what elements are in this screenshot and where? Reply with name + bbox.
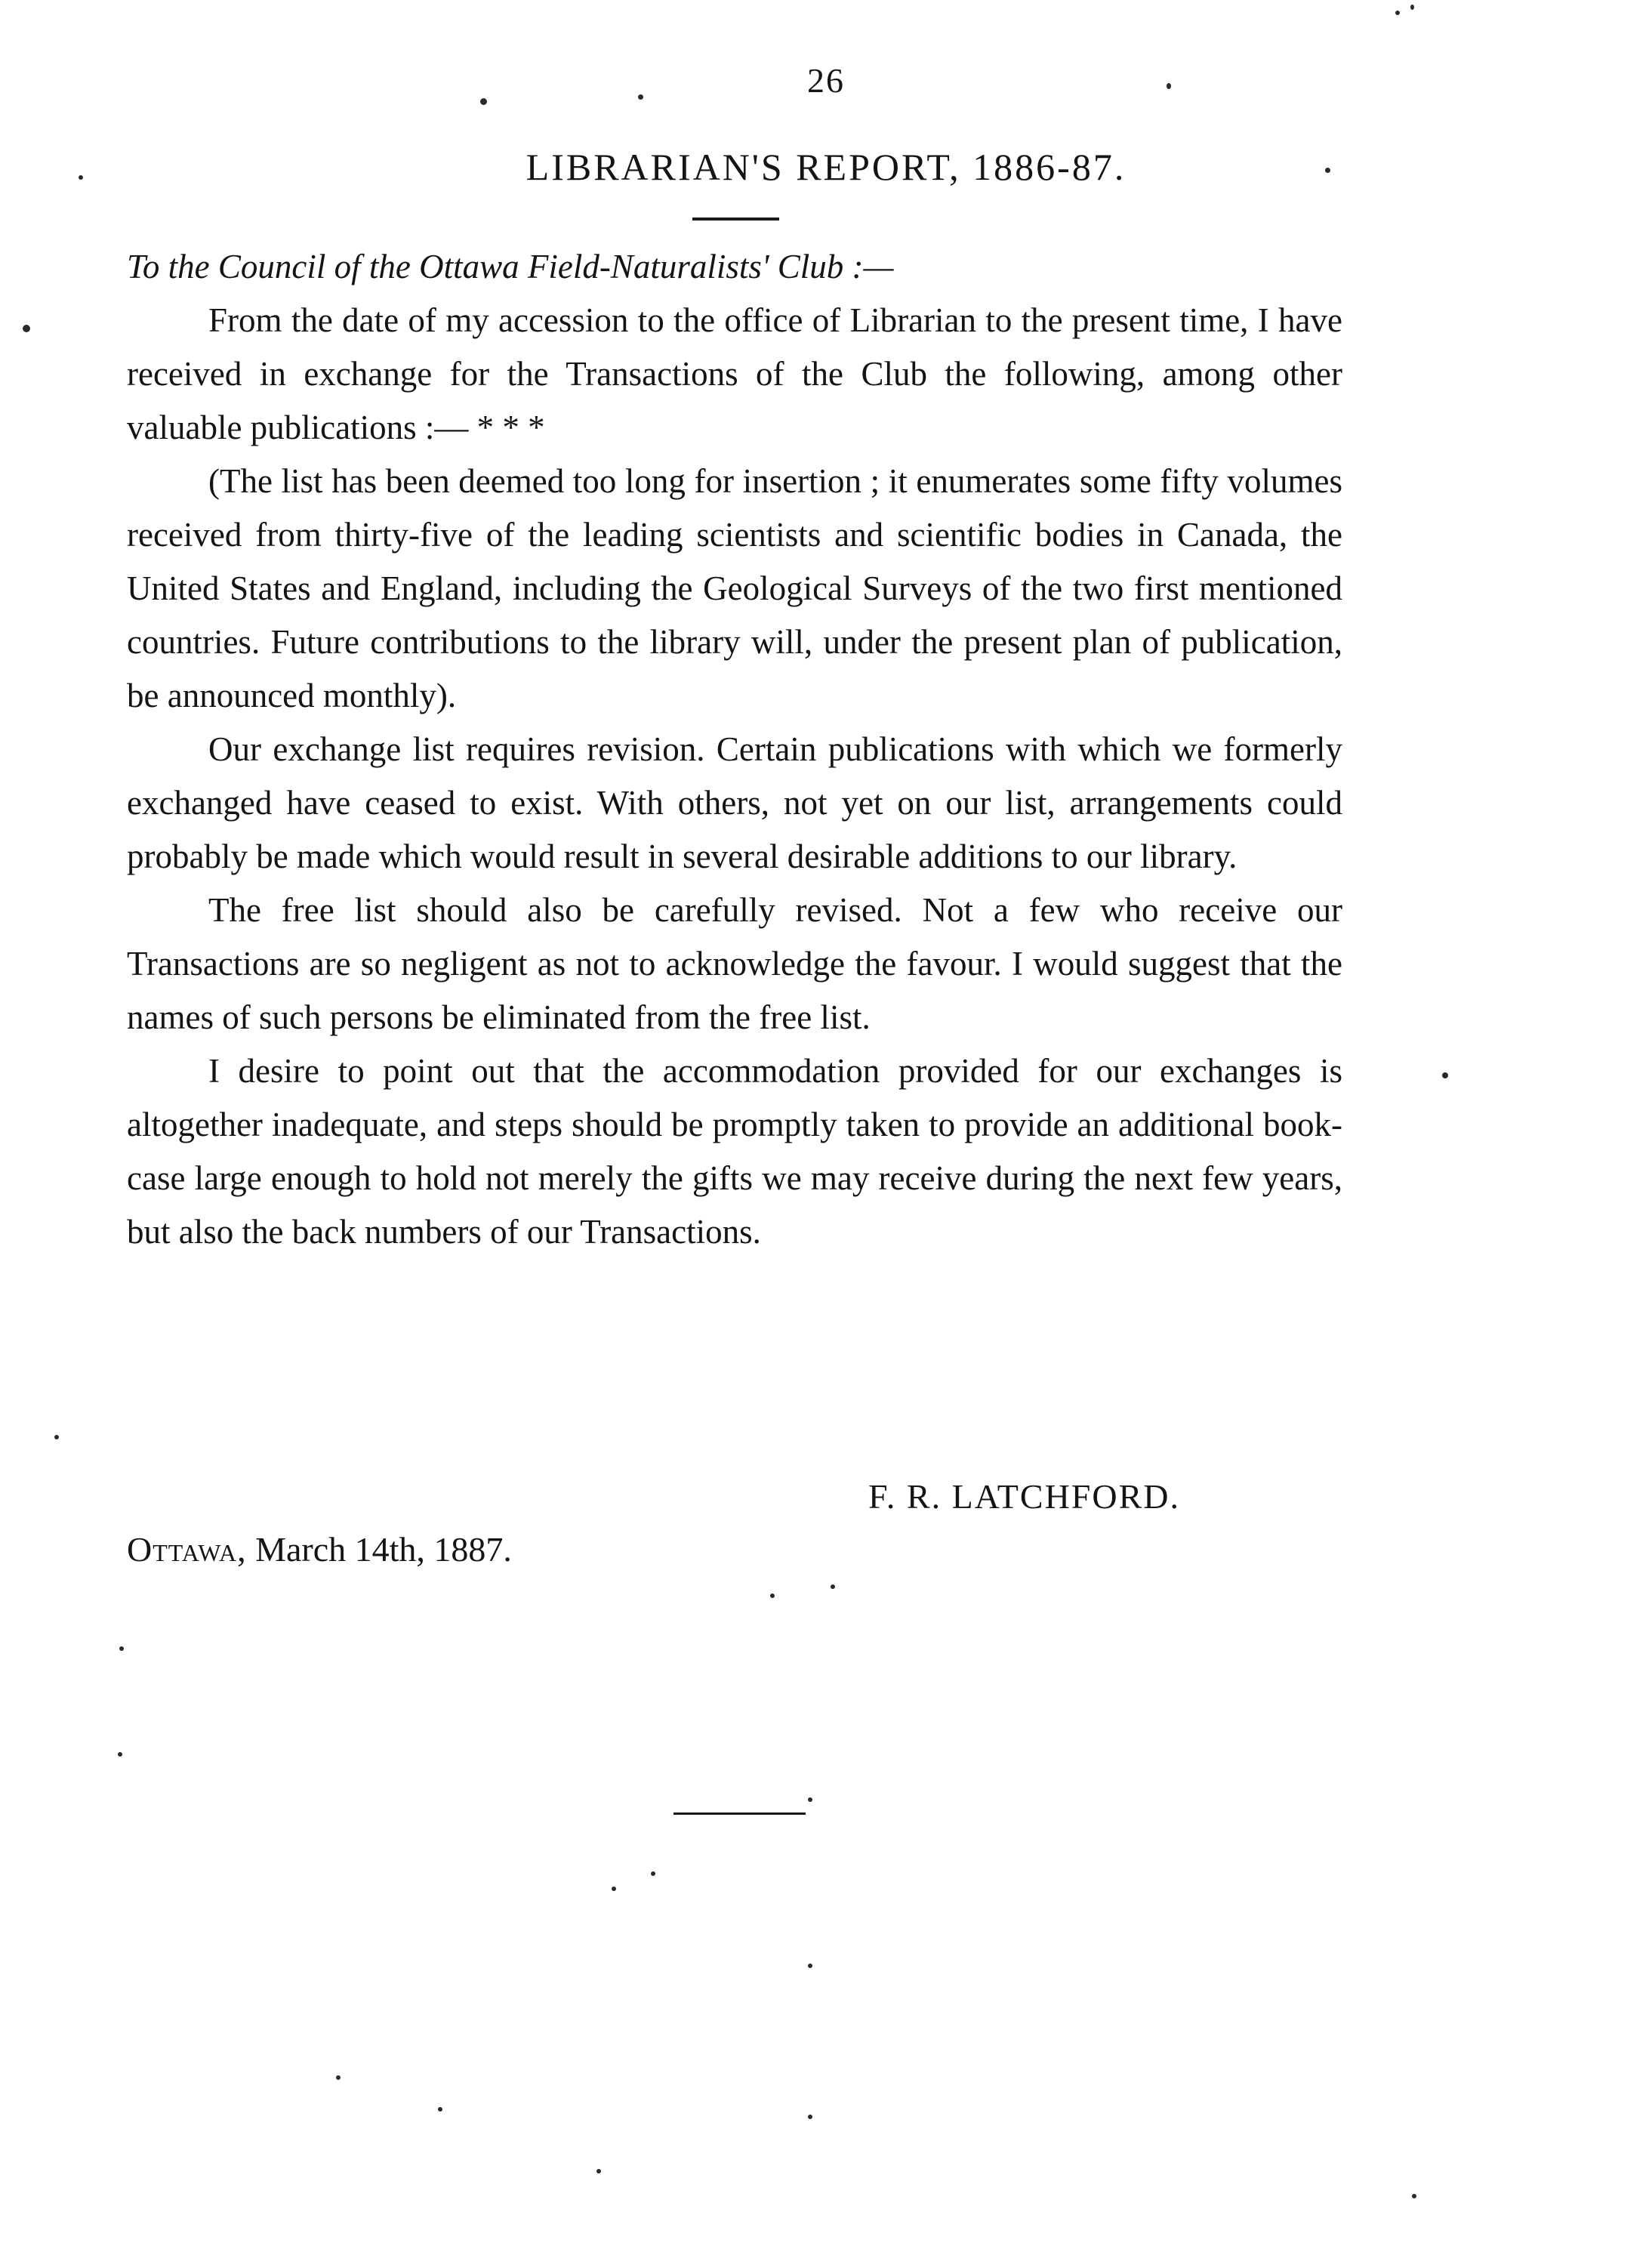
report-title: LIBRARIAN'S REPORT, 1886-87.: [525, 146, 1127, 188]
scan-speck: [596, 2169, 601, 2173]
scan-speck: [480, 98, 487, 105]
dateline-date: March 14th, 1887.: [255, 1530, 512, 1569]
salutation: To the Council of the Ottawa Field-Naturalists' Club :—: [127, 248, 894, 285]
scan-speck: [770, 1593, 775, 1598]
scan-speck: [438, 2107, 442, 2112]
scan-speck: [808, 2115, 812, 2119]
scan-speck: [79, 175, 83, 180]
scan-speck: [1167, 83, 1171, 89]
paragraph-list-note: (The list has been deemed too long for insertion ; it enumerates some fifty volumes received from thirty-five of the leading scientists and scientific bodies in Canada, the United States and England, including the Geological Surveys of the two first mentioned countries. Future contributions to the library will, under the present plan of publication, be announced monthly).: [127, 462, 1342, 714]
paragraph-exchanges-received: From the date of my accession to the office of Librarian to the present time, I have received in exchange for the Transactions of the Club the following, among other valuable publications :— * * *: [127, 301, 1342, 446]
scan-speck: [808, 1964, 812, 1968]
scan-speck: [119, 1646, 124, 1651]
scan-speck: [336, 2075, 341, 2080]
scan-speck: [1410, 5, 1414, 10]
closing-rule: [673, 1812, 806, 1815]
scan-speck: [612, 1887, 616, 1891]
signature: F. R. LATCHFORD.: [868, 1477, 1181, 1516]
scan-speck: [118, 1752, 122, 1757]
dateline-place: Ottawa,: [127, 1530, 247, 1569]
scan-speck: [651, 1871, 655, 1876]
scan-speck: [1442, 1072, 1448, 1078]
dateline: [127, 1529, 512, 1569]
scan-speck: [54, 1435, 59, 1439]
page-number: 26: [807, 61, 845, 100]
paragraph-accommodation: I desire to point out that the accommodation provided for our exchanges is altogether inadequate, and steps should be promptly taken to provide an additional book-case large enough to hold not merely the gifts we may receive during the next few years, but also the back numbers of our Transactions.: [127, 1052, 1342, 1251]
scan-speck: [638, 94, 643, 100]
scan-speck: [1412, 2194, 1416, 2198]
report-body: [127, 240, 1342, 1259]
scan-speck: [1395, 11, 1400, 15]
scan-speck: [808, 1797, 812, 1802]
paragraph-free-list: The free list should also be carefully revised. Not a few who receive our Transactions are so negligent as not to acknowledge the favour. I would suggest that the names of such persons be eliminated from the free list.: [127, 891, 1342, 1036]
scan-speck: [1325, 168, 1330, 173]
paragraph-exchange-list: Our exchange list requires revision. Certain publications with which we formerly exchanged have ceased to exist. With others, not yet on our list, arrangements could probably be made which would result in several desirable additions to our library.: [127, 730, 1342, 875]
scan-speck: [23, 325, 30, 332]
scan-speck: [831, 1584, 835, 1589]
title-rule: [692, 217, 779, 221]
